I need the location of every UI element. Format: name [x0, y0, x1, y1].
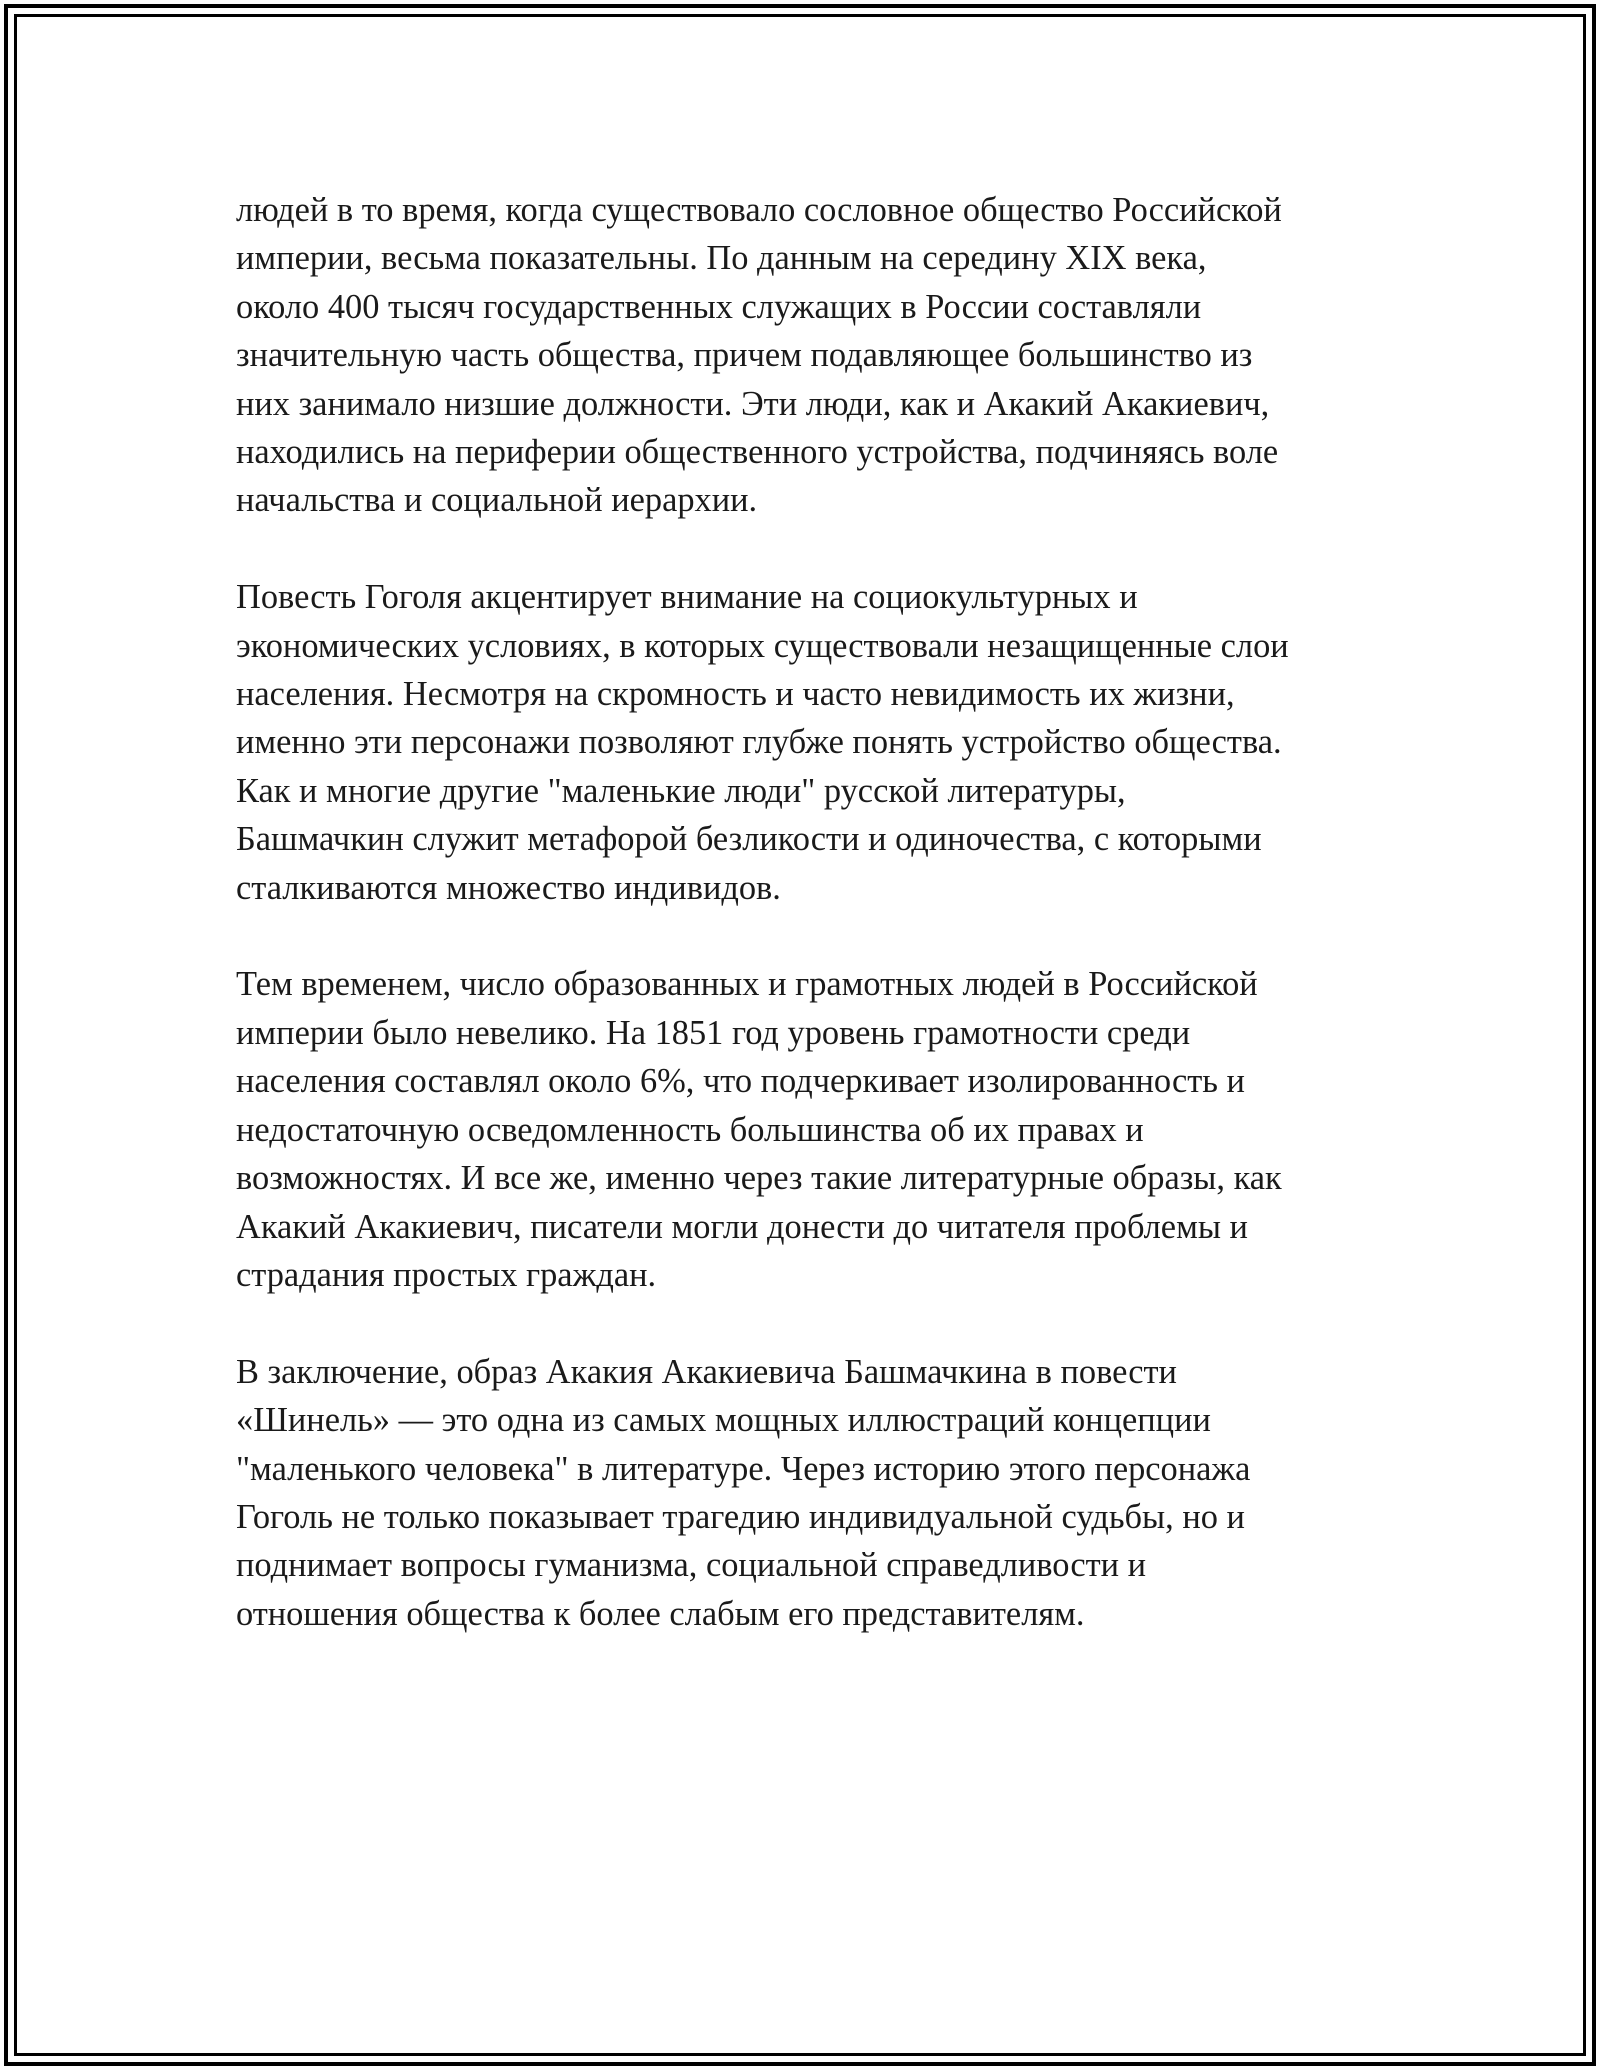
- text-line: находились на периферии общественного устройства, подчиняясь воле: [236, 433, 1279, 472]
- text-line: Тем временем, число образованных и грамотных людей в Российской: [236, 965, 1258, 1004]
- text-line: экономических условиях, в которых существовали незащищенные слои: [236, 626, 1289, 665]
- text-line: Как и многие другие "маленькие люди" русской литературы,: [236, 771, 1126, 810]
- text-line: населения. Несмотря на скромность и часто невидимость их жизни,: [236, 675, 1235, 714]
- text-line: сталкиваются множество индивидов.: [236, 868, 781, 907]
- paragraph-conclusion: [236, 1348, 1386, 1638]
- text-line: страдания простых граждан.: [236, 1255, 657, 1294]
- text-line: империи было невелико. На 1851 год уровень грамотности среди: [236, 1013, 1191, 1052]
- text-line: "маленького человека" в литературе. Через историю этого персонажа: [236, 1449, 1251, 1488]
- text-line: Гоголь не только показывает трагедию индивидуальной судьбы, но и: [236, 1497, 1245, 1536]
- text-line: значительную часть общества, причем подавляющее большинство из: [236, 336, 1253, 375]
- text-line: них занимало низшие должности. Эти люди, как и Акакий Акакиевич,: [236, 384, 1270, 423]
- text-line: населения составлял около 6%, что подчеркивает изолированность и: [236, 1062, 1245, 1101]
- text-line: именно эти персонажи позволяют глубже понять устройство общества.: [236, 723, 1282, 762]
- paragraph-civil-servants: [236, 186, 1386, 525]
- text-line: «Шинель» — это одна из самых мощных иллюстраций концепции: [236, 1401, 1211, 1440]
- text-line: Акакий Акакиевич, писатели могли донести до читателя проблемы и: [236, 1207, 1248, 1246]
- text-line: Повесть Гоголя акцентирует внимание на социокультурных и: [236, 578, 1138, 617]
- text-line: возможностях. И все же, именно через такие литературные образы, как: [236, 1159, 1282, 1198]
- text-line: начальства и социальной иерархии.: [236, 481, 758, 520]
- text-line: поднимает вопросы гуманизма, социальной справедливости и: [236, 1546, 1147, 1585]
- text-line: недостаточную осведомленность большинства об их правах и: [236, 1110, 1144, 1149]
- text-line: людей в то время, когда существовало сословное общество Российской: [236, 191, 1282, 229]
- paragraph-literacy: [236, 960, 1386, 1299]
- paragraph-socio-cultural: [236, 573, 1386, 912]
- document-body: [236, 186, 1386, 1687]
- text-line: империи, весьма показательны. По данным на середину XIX века,: [236, 239, 1207, 278]
- text-line: Башмачкин служит метафорой безликости и одиночества, с которыми: [236, 820, 1262, 859]
- text-line: В заключение, образ Акакия Акакиевича Башмачкина в повести: [236, 1352, 1177, 1391]
- text-line: около 400 тысяч государственных служащих в России составляли: [236, 287, 1202, 326]
- text-line: отношения общества к более слабым его представителям.: [236, 1594, 1085, 1633]
